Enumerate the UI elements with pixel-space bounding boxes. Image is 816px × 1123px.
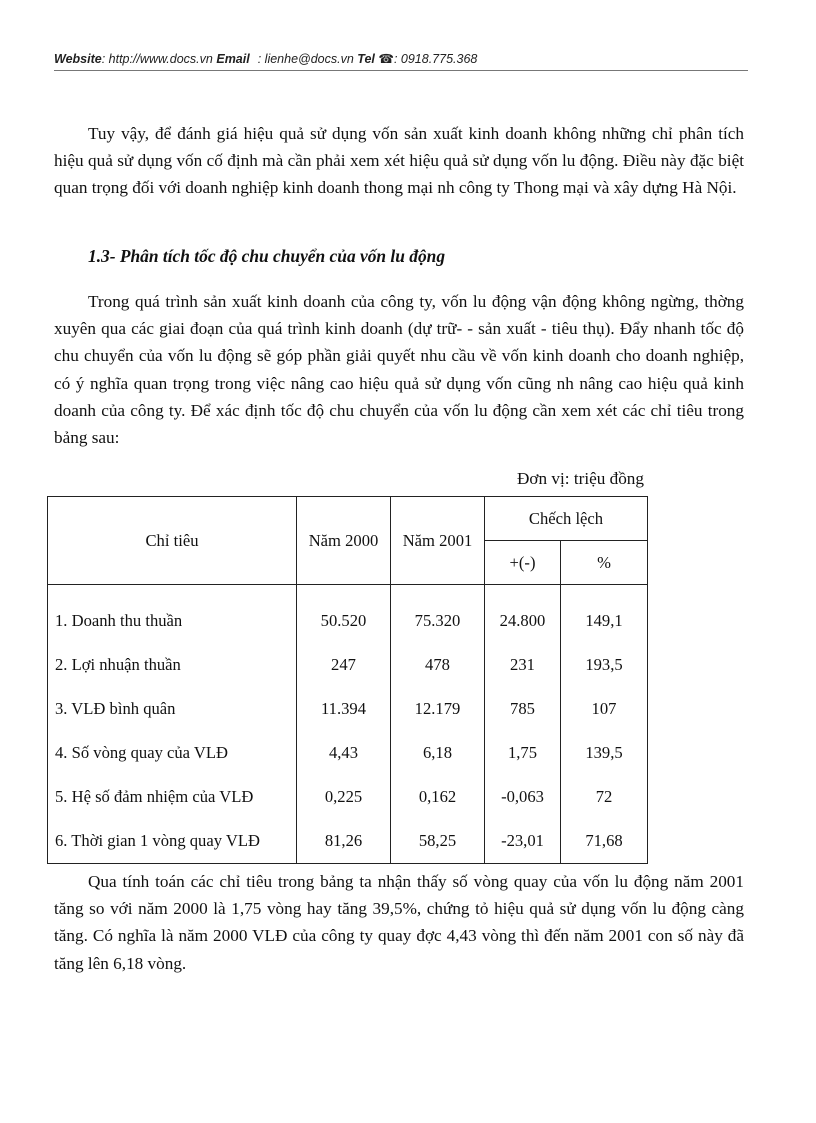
cell-indicator: 6. Thời gian 1 vòng quay VLĐ <box>48 819 297 864</box>
cell-2001: 6,18 <box>391 731 485 775</box>
email-link[interactable]: : lienhe@docs.vn <box>257 52 354 66</box>
cell-diff-abs: 231 <box>485 643 561 687</box>
cell-diff-abs: 1,75 <box>485 731 561 775</box>
cell-diff-abs: 24.800 <box>485 585 561 644</box>
col-header-diff-pct: % <box>561 541 648 585</box>
cell-indicator: 1. Doanh thu thuần <box>48 585 297 644</box>
cell-indicator: 4. Số vòng quay của VLĐ <box>48 731 297 775</box>
paragraph-conclusion-text: Qua tính toán các chỉ tiêu trong bảng ta nhận thấy số vòng quay của vốn lu động năm 2001 tăng so với năm 2000 là 1,75 vòng hay tăng 39,5%, chứng tỏ hiệu quả sử dụng vốn lu động càng tăng. Có nghĩa là năm 2000 VLĐ của công ty quay đợc 4,43 vòng thì đến năm 2001 con số này đã tăng lên 6,18 vòng. <box>54 872 744 973</box>
col-header-2001: Năm 2001 <box>391 497 485 585</box>
cell-diff-pct: 72 <box>561 775 648 819</box>
paragraph-turnover <box>54 288 744 451</box>
col-header-indicator: Chỉ tiêu <box>48 497 297 585</box>
cell-2001: 0,162 <box>391 775 485 819</box>
table-row <box>48 819 648 864</box>
col-header-2000: Năm 2000 <box>297 497 391 585</box>
cell-indicator: 5. Hệ số đảm nhiệm của VLĐ <box>48 775 297 819</box>
table-row <box>48 731 648 775</box>
cell-diff-pct: 71,68 <box>561 819 648 864</box>
cell-diff-pct: 139,5 <box>561 731 648 775</box>
cell-2001: 478 <box>391 643 485 687</box>
header-divider <box>54 70 748 71</box>
cell-2001: 75.320 <box>391 585 485 644</box>
page-header <box>54 51 748 66</box>
section-heading: 1.3- Phân tích tốc độ chu chuyển của vốn lu động <box>88 246 446 266</box>
working-capital-table <box>47 496 648 864</box>
cell-diff-pct: 193,5 <box>561 643 648 687</box>
cell-diff-pct: 149,1 <box>561 585 648 644</box>
cell-2000: 11.394 <box>297 687 391 731</box>
cell-indicator: 3. VLĐ bình quân <box>48 687 297 731</box>
unit-note: Đơn vị: triệu đồng <box>516 469 644 488</box>
cell-diff-abs: 785 <box>485 687 561 731</box>
cell-2000: 50.520 <box>297 585 391 644</box>
paragraph-intro <box>54 120 744 202</box>
paragraph-intro-text: Tuy vậy, để đánh giá hiệu quả sử dụng vốn sản xuất kinh doanh không những chỉ phân tích hiệu quả sử dụng vốn cố định mà cần phải xem xét hiệu quả sử dụng vốn lu động. Điều này đặc biệt quan trọng đối với doanh nghiệp kinh doanh thong mại nh công ty Thong mại và xây dựng Hà Nội. <box>54 124 744 198</box>
website-label: Website <box>54 52 102 66</box>
paragraph-conclusion <box>54 868 744 977</box>
website-link[interactable]: : http://www.docs.vn <box>101 52 213 66</box>
cell-indicator: 2. Lợi nhuận thuần <box>48 643 297 687</box>
cell-diff-abs: -0,063 <box>485 775 561 819</box>
table-row <box>48 643 648 687</box>
cell-2001: 12.179 <box>391 687 485 731</box>
phone-number: : 0918.775.368 <box>393 52 478 66</box>
cell-2000: 0,225 <box>297 775 391 819</box>
cell-2000: 247 <box>297 643 391 687</box>
col-header-diff-abs: +(-) <box>485 541 561 585</box>
table-row <box>48 585 648 644</box>
phone-icon: ☎ <box>378 52 394 66</box>
cell-2000: 4,43 <box>297 731 391 775</box>
table-row <box>48 775 648 819</box>
cell-diff-abs: -23,01 <box>485 819 561 864</box>
paragraph-turnover-text: Trong quá trình sản xuất kinh doanh của công ty, vốn lu động vận động không ngừng, thờng xuyên qua các giai đoạn của quá trình kinh doanh (dự trữ- - sản xuất - tiêu thụ). Đẩy nhanh tốc độ chu chuyển của vốn lu động sẽ góp phần giải quyết nhu cầu về vốn kinh doanh cho doanh nghiệp, có ý nghĩa quan trọng trong việc nâng cao hiệu quả sử dụng vốn cũng nh nâng cao hiệu quả kinh doanh của công ty. Để xác định tốc độ chu chuyển của vốn lu động cần xem xét các chỉ tiêu trong bảng sau: <box>54 292 744 448</box>
cell-2001: 58,25 <box>391 819 485 864</box>
tel-label: Tel <box>357 52 375 66</box>
col-header-difference: Chếch lệch <box>485 497 648 541</box>
cell-2000: 81,26 <box>297 819 391 864</box>
cell-diff-pct: 107 <box>561 687 648 731</box>
table-row <box>48 687 648 731</box>
email-label: Email <box>216 52 250 66</box>
